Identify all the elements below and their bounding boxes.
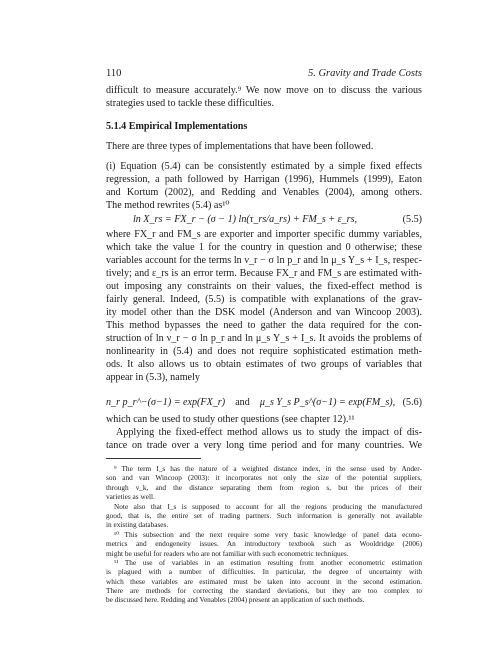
footnote-line: in existing databases. xyxy=(106,520,169,530)
footnote-line: which these variables are estimated must be taken into account in the second estimation. xyxy=(106,576,422,586)
footnote-line: There are methods for correcting the standard deviations, but they are too complex to xyxy=(106,586,422,596)
equation-conjunction: and xyxy=(235,397,250,408)
equation-expression: ln X_rs = FX_r − (σ − 1) ln(τ_rs/a_rs) + FM_s + ε_rs, xyxy=(132,214,358,225)
text-line: ity model other than the DSK model (Anderson and van Wincoop 2003). xyxy=(106,307,422,318)
running-title: 5. Gravity and Trade Costs xyxy=(307,68,422,79)
footnote-line: might be useful for readers who are not familiar with such econometric techniques. xyxy=(106,548,349,558)
equation-number: (5.5) xyxy=(402,214,422,225)
footnote-line: metrics and endogeneity issues. An introductory textbook such as Wooldridge (2006) xyxy=(106,539,422,549)
text-line: The method rewrites (5.4) as¹⁰ xyxy=(106,200,230,211)
text-line: nonlinearity in (5.4) and does not require sophisticated estimation meth- xyxy=(106,346,422,357)
text-line: fairly general. Indeed, (5.5) is compatible with explanations of the grav- xyxy=(106,294,422,305)
text-line: regression, a path followed by Harrigan (1996), Hummels (1999), Eaton xyxy=(106,174,422,185)
text-line: and Kortum (2002), and Redding and Venables (2004), among others. xyxy=(106,187,422,198)
footnote-line: son and van Wincoop (2003): it incorporates not only the size of the potential suppliers, xyxy=(106,473,422,483)
text-line: tance on trade over a very long time period and for many countries. We xyxy=(106,440,422,451)
text-line: out imposing any constraints on their values, the fixed-effect method is xyxy=(106,281,422,292)
text-line: appear in (5.3), namely xyxy=(106,372,200,383)
text-line: This method bypasses the need to gather the data required for the con- xyxy=(106,320,422,331)
footnote-line: ¹¹ The use of variables in an estimation resulting from another econometric estimation xyxy=(114,557,422,567)
footnote-line: ¹⁰ This subsection and the next require some very basic knowledge of panel data econo- xyxy=(114,529,422,539)
text-line: which take the value 1 for the country in question and 0 otherwise; these xyxy=(106,242,422,253)
footnote-line: is plagued with a number of difficulties. In particular, the degree of uncertainty with xyxy=(106,567,422,577)
equation-left: n_r p_r^−(σ−1) = exp(FX_r) xyxy=(106,397,226,408)
text-line: struction of ln ν_r − σ ln p_r and ln μ_s Y_s + I_s. It avoids the problems of xyxy=(106,333,422,344)
footnotes xyxy=(106,464,422,605)
text-line: (i) Equation (5.4) can be consistently estimated by a simple fixed effects xyxy=(106,161,422,172)
text-line: strategies used to tackle these difficulties. xyxy=(106,98,274,109)
equation-5-5 xyxy=(106,212,422,228)
footnote-line: Note also that I_s is supposed to account for all the regions producing the manufactured xyxy=(114,501,422,511)
text-line: which can be used to study other questions (see chapter 12).¹¹ xyxy=(106,414,355,425)
footnote-line: good, that is, the entire set of trading partners. Such information is generally not available xyxy=(106,510,422,520)
section-heading: 5.1.4 Empirical Implementations xyxy=(106,121,248,132)
text-line: variables account for the terms ln ν_r − σ ln p_r and ln μ_s Y_s + I_s, respec- xyxy=(106,255,422,266)
footnote-line: be discussed here. Redding and Venables (2004) present an application of such methods. xyxy=(106,595,365,605)
text-line: tively; and ε_rs is an error term. Because FX_r and FM_s are estimated with- xyxy=(106,268,422,279)
text-line: There are three types of implementations that have been followed. xyxy=(106,141,374,152)
equation-expression xyxy=(106,396,396,409)
equation-5-6 xyxy=(106,387,422,413)
equation-right: μ_s Y_s P_s^(σ−1) = exp(FM_s), xyxy=(259,397,396,408)
text-line: where FX_r and FM_s are exporter and importer specific dummy variables, xyxy=(106,229,422,240)
text-line: Applying the fixed-effect method allows us to study the impact of dis- xyxy=(116,427,422,438)
footnote-line: through ν_k, and the distance separating them from region s, but the prices of their xyxy=(106,482,422,492)
page-number: 110 xyxy=(106,68,122,79)
text-line: difficult to measure accurately.⁹ We now move on to discuss the various xyxy=(106,85,422,96)
footnote-line: ⁹ The term I_s has the nature of a weighted distance index, in the sense used by Ander- xyxy=(114,464,422,473)
running-header xyxy=(106,68,422,82)
text-line: ods. It also allows us to obtain estimates of two groups of variables that xyxy=(106,359,422,370)
equation-number: (5.6) xyxy=(402,397,422,408)
footnote-line: varieties as well. xyxy=(106,492,155,502)
body-text xyxy=(106,84,422,605)
